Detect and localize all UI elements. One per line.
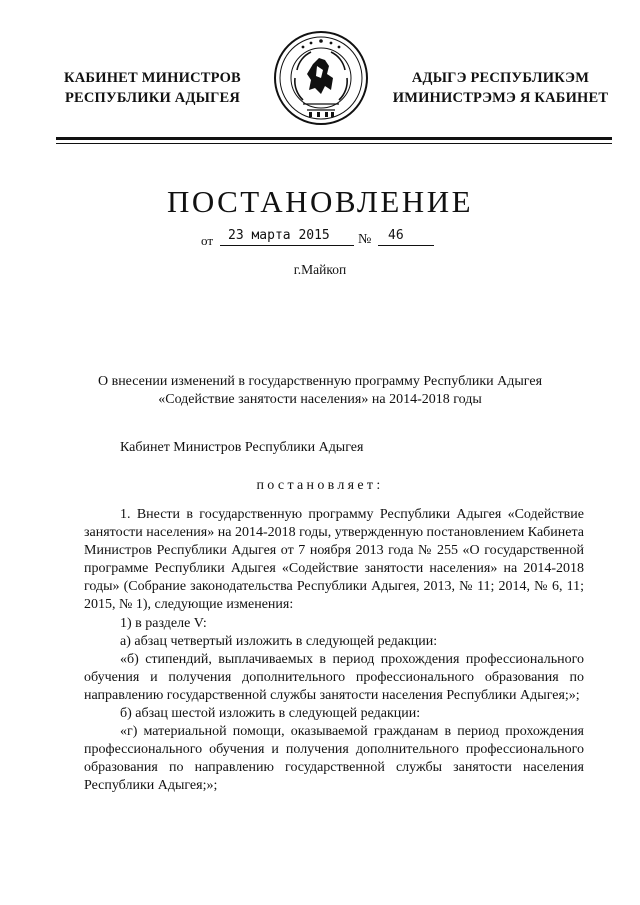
subject-line: «Содействие занятости населения» на 2014-2018 годы [158, 392, 482, 407]
body-paragraph: «б) стипендий, выплачиваемых в период прохождения профессионального обучения и получения дополнительного профессионального образования по направлению государственной службы занятости населения Республики Адыгея;»; [84, 651, 584, 703]
document-title: ПОСТАНОВЛЕНИЕ [166, 184, 474, 219]
date-prefix: от [201, 233, 214, 248]
number-field [378, 228, 434, 246]
date-number-line [0, 228, 640, 250]
number-label: № [358, 232, 372, 247]
header-right-ministry-ady [378, 68, 623, 108]
date-value: 23 марта 2015 [228, 228, 330, 243]
header-left-line: КАБИНЕТ МИНИСТРОВ [64, 70, 241, 86]
date-field [220, 228, 354, 246]
header-left-ministry-ru [40, 68, 265, 108]
header-left-line: РЕСПУБЛИКИ АДЫГЕЯ [64, 90, 241, 106]
city-name: г.Майкоп [293, 262, 347, 277]
header-divider-thin [56, 143, 612, 144]
body-paragraph: а) абзац четвертый изложить в следующей редакции: [120, 633, 438, 649]
number-value: 46 [388, 228, 404, 243]
header-right-line: АДЫГЭ РЕСПУБЛИКЭМ [411, 70, 590, 86]
issuer-line: Кабинет Министров Республики Адыгея [120, 440, 364, 455]
body-paragraph: «г) материальной помощи, оказываемой гражданам в период прохождения профессионального обучения и получения дополнительного профессионального образования по направлению государственной службы занятости населения Республики Адыгея;»; [84, 724, 584, 794]
header-divider-thick [56, 137, 612, 140]
body-paragraph: б) абзац шестой изложить в следующей редакции: [120, 706, 421, 722]
document-subject [60, 373, 580, 409]
body-paragraph: 1) в разделе V: [120, 615, 207, 631]
body-paragraph: 1. Внести в государственную программу Республики Адыгея «Содействие занятости населения» на 2014-2018 годы, утвержденную постановлением Кабинета Министров Республики Адыгея от 7 ноября 2013 года № 255 «О государственной программе Республики Адыгея «Содействие занятости населения» на 2014-2018 годы» (Собрание законодательства Республики Адыгея, 2013, № 11; 2014, № 6, 11; 2015, № 1), следующие изменения: [84, 507, 584, 613]
document-body [84, 506, 584, 796]
decrees-label: постановляет: [256, 478, 384, 493]
adygea-coat-of-arms-icon [273, 30, 369, 126]
subject-line: О внесении изменений в государственную программу Республики Адыгея [97, 374, 543, 389]
header-right-line: ИМИНИСТРЭМЭ Я КАБИНЕТ [392, 90, 609, 106]
